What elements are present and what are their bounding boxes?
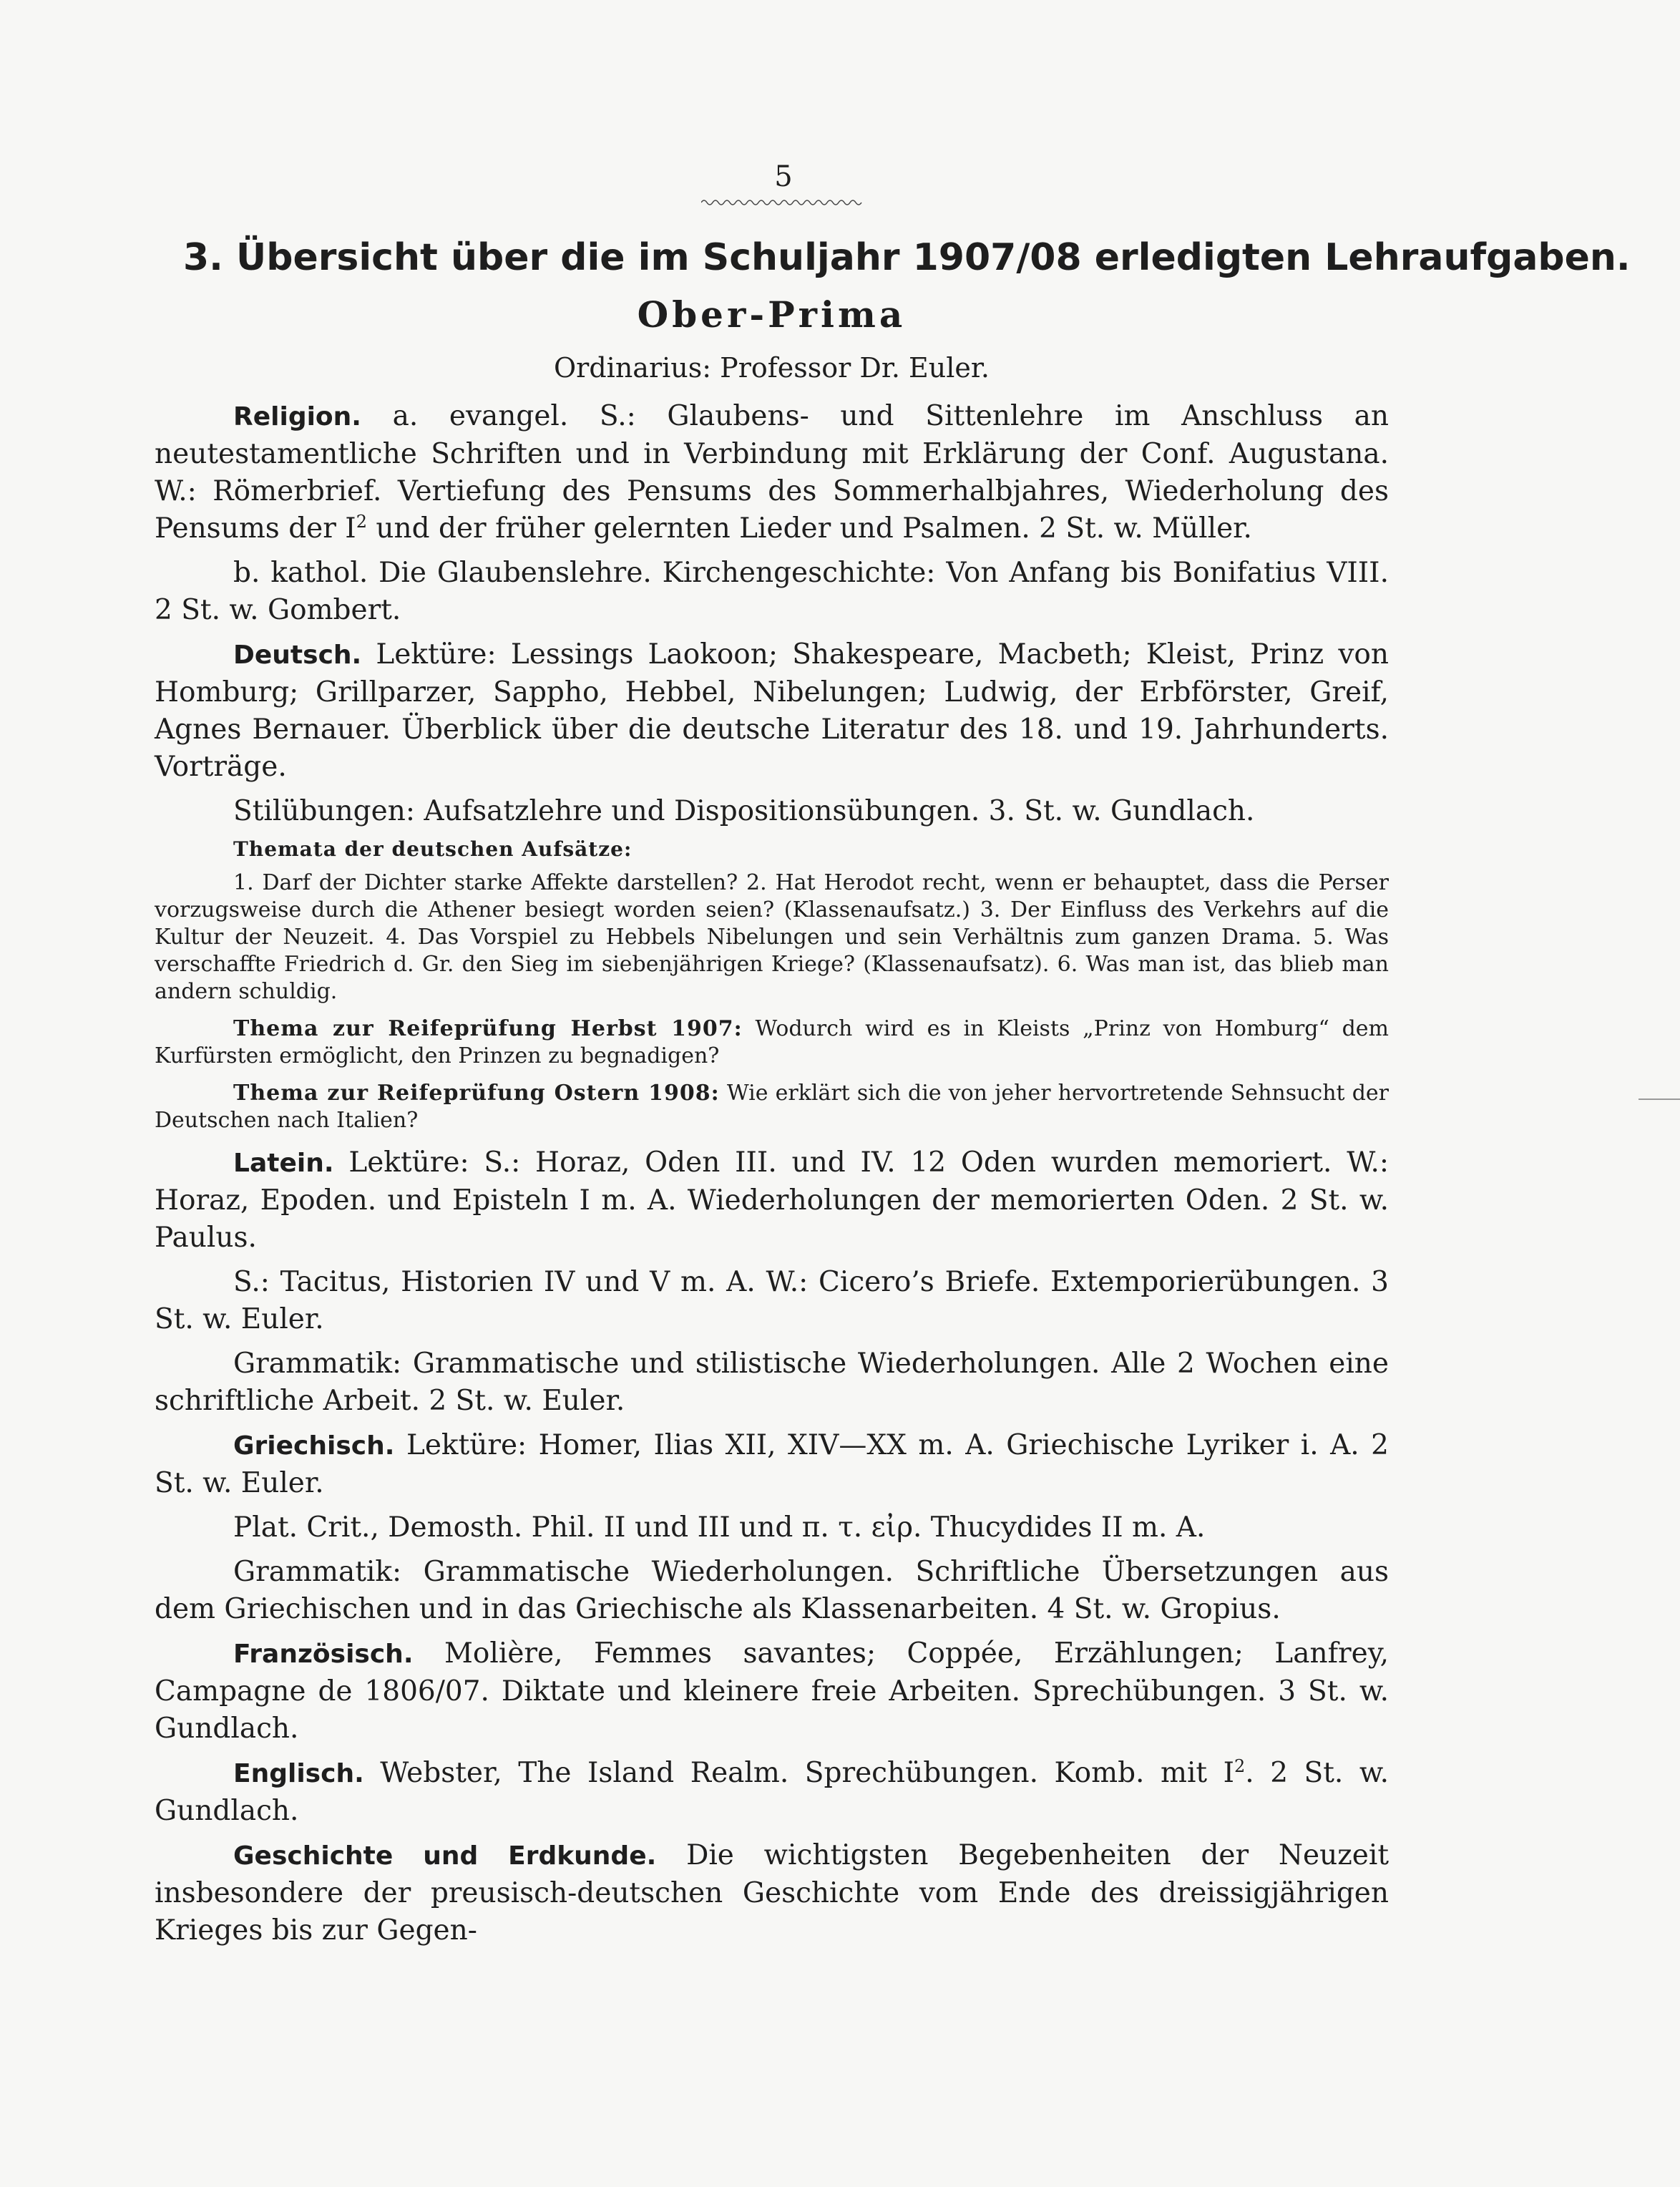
franzoesisch-text: Molière, Femmes savantes; Coppée, Erzählungen; Lanfrey, Campagne de 1806/07. Diktate und kleinere freie Arbeiten. Sprechübungen. 3 St. w. Gundlach. <box>155 1637 1389 1745</box>
religion-a-sup: 2 <box>356 512 367 532</box>
deutsch-text: Lektüre: Lessings Laokoon; Shakespeare, Macbeth; Kleist, Prinz von Homburg; Grillparzer, Sappho, Hebbel, Nibelungen; Ludwig, der Erbförster, Greif, Agnes Bernauer. Überblick über die deutsche Literatur des 18. und 19. Jahrhunderts. Vorträge. <box>155 638 1389 783</box>
wavy-rule <box>701 198 866 208</box>
englisch-heading: Englisch. <box>233 1759 364 1788</box>
herbst-heading: Thema zur Reifeprüfung Herbst 1907: <box>233 1016 743 1041</box>
religion-paragraph-b: b. kathol. Die Glaubenslehre. Kirchengeschichte: Von Anfang bis Bonifatius VIII. 2 St. w. Gombert. <box>155 557 1389 626</box>
englisch-sup: 2 <box>1234 1756 1246 1776</box>
religion-paragraph-a <box>155 398 1389 547</box>
franzoesisch-paragraph <box>155 1635 1389 1748</box>
margin-mark <box>1639 1099 1680 1100</box>
religion-a-tail: und der früher gelernten Lieder und Psalmen. 2 St. w. Müller. <box>366 512 1252 545</box>
religion-a-text: a. evangel. S.: Glaubens- und Sittenlehre im Anschluss an neutestamentliche Schriften und in Verbindung mit Erklärung der Conf. Augustana. W.: Römerbrief. Vertiefung des Pensums des Sommerhalbjahres, Wiederholung des Pensums der I <box>155 400 1389 545</box>
ostern-text: Wie erklärt sich die von jeher hervortretende Sehnsucht der Deutschen nach Italien? <box>155 1081 1389 1133</box>
herbst-text: Wodurch wird es in Kleists „Prinz von Homburg“ dem Kurfürsten ermöglicht, den Prinzen zu begnadigen? <box>155 1016 1389 1068</box>
latein-paragraph <box>155 1144 1389 1257</box>
griechisch-heading: Griechisch. <box>233 1431 395 1461</box>
religion-heading: Religion. <box>233 402 361 432</box>
lesson-body <box>155 398 1389 1957</box>
herbst-theme <box>155 1015 1389 1070</box>
geschichte-text: Die wichtigsten Begebenheiten der Neuzeit insbesondere der preusisch-deutschen Geschichte vom Ende des dreissigjährigen Krieges bis zur Gegen- <box>155 1839 1389 1947</box>
geschichte-paragraph <box>155 1837 1389 1949</box>
latein-text-2: S.: Tacitus, Historien IV und V m. A. W.: Cicero’s Briefe. Extemporierübungen. 3 St. w. Euler. <box>155 1266 1389 1335</box>
latein-text-3: Grammatik: Grammatische und stilistische Wiederholungen. Alle 2 Wochen eine schriftliche Arbeit. 2 St. w. Euler. <box>155 1348 1389 1417</box>
class-subtitle: Ober-Prima <box>637 293 907 336</box>
griechisch-text-2: Plat. Crit., Demosth. Phil. II und III und π. τ. εἰρ. Thucydides II m. A. <box>233 1511 1206 1544</box>
deutsch-paragraph <box>155 636 1389 786</box>
geschichte-heading: Geschichte und Erdkunde. <box>233 1841 657 1871</box>
page-number: 5 <box>774 160 793 193</box>
ostern-theme <box>155 1080 1389 1134</box>
page-number-block <box>701 159 866 210</box>
franzoesisch-heading: Französisch. <box>233 1640 414 1669</box>
themata-list: 1. Darf der Dichter starke Affekte darstellen? 2. Hat Herodot recht, wenn er behauptet, dass die Perser vorzugsweise durch die Athener besiegt worden seien? (Klassenaufsatz.) 3. Der Einfluss des Verkehrs auf die Kultur der Neuzeit. 4. Das Vorspiel zu Hebbels Nibelungen und sein Verhältnis zum ganzen Drama. 5. Was verschaffte Friedrich d. Gr. den Sieg im siebenjährigen Kriege? (Klassenaufsatz). 6. Was man ist, das blieb man andern schuldig. <box>155 870 1389 1004</box>
griechisch-text-3: Grammatik: Grammatische Wiederholungen. Schriftliche Übersetzungen aus dem Griechischen und in das Griechische als Klassenarbeiten. 4 St. w. Gropius. <box>155 1556 1389 1625</box>
ordinarius-line: Ordinarius: Professor Dr. Euler. <box>554 352 990 384</box>
englisch-paragraph <box>155 1755 1389 1830</box>
griechisch-text-1: Lektüre: Homer, Ilias XII, XIV—XX m. A. Griechische Lyriker i. A. 2 St. w. Euler. <box>155 1429 1389 1499</box>
englisch-text: Webster, The Island Realm. Sprechübungen. Komb. mit I <box>380 1757 1235 1789</box>
themata-heading: Themata der deutschen Aufsätze: <box>233 837 633 861</box>
deutsch-heading: Deutsch. <box>233 640 362 670</box>
latein-text-1: Lektüre: S.: Horaz, Oden III. und IV. 12 Oden wurden memoriert. W.: Horaz, Epoden. und Episteln I m. A. Wiederholungen der memorierten Oden. 2 St. w. Paulus. <box>155 1146 1389 1254</box>
englisch-tail: . 2 St. w. Gundlach. <box>155 1757 1389 1827</box>
griechisch-paragraph <box>155 1427 1389 1502</box>
ostern-heading: Thema zur Reifeprüfung Ostern 1908: <box>233 1081 720 1106</box>
latein-heading: Latein. <box>233 1149 334 1178</box>
section-title: 3. Übersicht über die im Schuljahr 1907/08 erledigten Lehraufgaben. <box>183 236 1631 279</box>
deutsch-stil: Stilübungen: Aufsatzlehre und Dispositionsübungen. 3. St. w. Gundlach. <box>233 795 1255 827</box>
